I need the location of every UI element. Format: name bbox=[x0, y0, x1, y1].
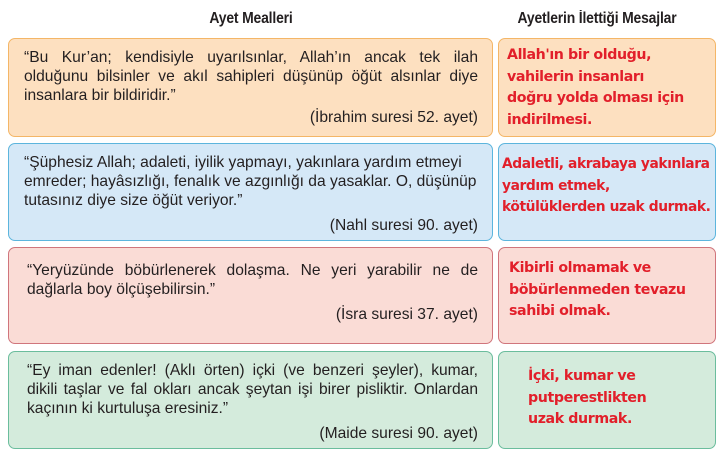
verse-box-ibrahim bbox=[8, 38, 493, 137]
verse-reference: (Nahl suresi 90. ayet) bbox=[329, 217, 478, 234]
verse-box-nahl bbox=[8, 143, 493, 241]
message-column-header: Ayetlerin İlettiği Mesajlar bbox=[517, 10, 677, 27]
message-text: İçki, kumar ve putperestlikten uzak durmak. bbox=[528, 368, 647, 427]
verse-reference: (Maide suresi 90. ayet) bbox=[319, 425, 478, 442]
message-box-isra bbox=[498, 247, 716, 344]
verse-text: “Yeryüzünde böbürlenerek dolaşma. Ne yeri yarabilir ne de dağlarla boy ölçüşebilirsin.” bbox=[27, 262, 478, 298]
message-text: Adaletli, akrabaya yakınlara yardım etmek, kötülüklerden uzak durmak. bbox=[502, 156, 711, 215]
verse-text: “Şüphesiz Allah; adaleti, iyilik yapmayı, yakınlara yardım etmeyi emreder; hayâsızlığı, fenalık ve azgınlığı da yasaklar. O, düşünüp tutasınız diye size öğüt veriyor.” bbox=[24, 154, 477, 209]
message-text: Allah'ın bir olduğu, vahilerin insanları doğru yolda olması için indirilmesi. bbox=[507, 47, 684, 128]
message-box-nahl bbox=[498, 143, 716, 241]
verse-text: “Bu Kur’an; kendisiyle uyarılsınlar, Allah’ın ancak tek ilah olduğunu bilsinler ve akıl sahipleri düşünüp öğüt alsınlar diye insanlara bir bildiridir.” bbox=[24, 49, 478, 104]
verse-reference: (İsra suresi 37. ayet) bbox=[335, 306, 478, 323]
verse-reference: (İbrahim suresi 52. ayet) bbox=[309, 109, 478, 126]
verse-text: “Ey iman edenler! (Aklı örten) içki (ve benzeri şeyler), kumar, dikili taşlar ve fal okları ancak şeytan işi birer pisliktir. Onlardan kaçının ki kurtuluşa eresiniz.” bbox=[27, 362, 478, 417]
verse-box-isra bbox=[8, 247, 493, 344]
message-box-maide bbox=[498, 351, 716, 449]
message-text: Kibirli olmamak ve böbürlenmeden tevazu sahibi olmak. bbox=[509, 260, 686, 319]
verse-box-maide bbox=[8, 351, 493, 449]
message-box-ibrahim bbox=[498, 38, 716, 137]
verse-column-header: Ayet Mealleri bbox=[209, 10, 293, 27]
